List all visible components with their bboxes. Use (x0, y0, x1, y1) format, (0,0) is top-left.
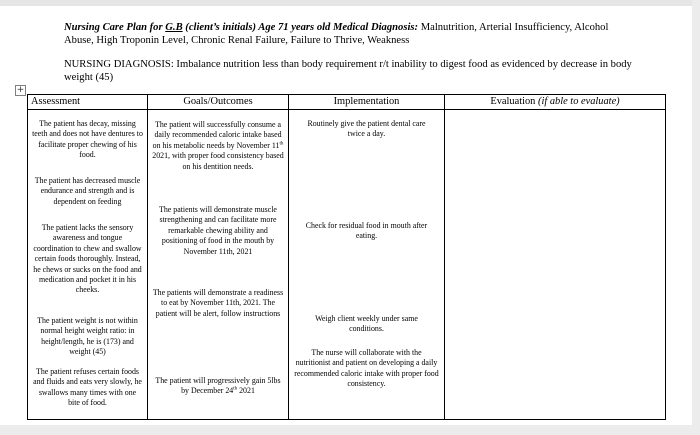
evaluation-header-note: (if able to evaluate) (537, 96, 620, 107)
goal-text-end: 2021 (237, 386, 255, 396)
assessment-cell[interactable] (28, 110, 148, 420)
goals-cell[interactable] (148, 110, 289, 420)
assessment-header: Assessment (28, 95, 148, 110)
implementation-entry: The nurse will collaborate with the nutritionist and patient on developing a daily recommended caloric intake with proper food consistency. (294, 348, 439, 389)
goal-ordinal: th (279, 141, 284, 147)
table-row (28, 110, 666, 420)
goal-entry (148, 120, 288, 172)
care-plan-table (27, 94, 666, 420)
medical-diagnosis: Malnutrition, Arterial Insufficiency, Alcohol Abuse, High Troponin Level, Chronic Renal Failure, Failure to Thrive, Weakness (64, 22, 609, 46)
care-plan-header (64, 21, 639, 47)
table-header-row (28, 95, 666, 110)
goals-header: Goals/Outcomes (148, 95, 289, 110)
viewer-top-edge (0, 0, 700, 6)
assessment-entry: The patient has decay, missing teeth and does not have dentures to facilitate proper chewing of his food. (32, 119, 143, 160)
viewer-bottom-edge (0, 425, 700, 435)
title-prefix: Nursing Care Plan for (64, 22, 166, 33)
goal-text: The patients will demonstrate muscle strengthening and can facilitate more remarkable chewing ability and positioning of food in the mouth by November 11th, 2021 (159, 205, 277, 256)
implementation-cell[interactable] (289, 110, 445, 420)
goal-text: The patients will demonstrate a readiness to eat by November 11th, 2021. The patient will be alert, follow instructions (152, 288, 284, 318)
goal-entry (148, 376, 288, 397)
assessment-entry: The patient weight is not within normal height weight ratio: in height/length, he is (173) and weight (45) (37, 316, 138, 357)
evaluation-header (445, 95, 666, 110)
goal-text: The patient will successfully consume a daily recommended caloric intake based on his metabolic needs by November 11 (152, 120, 282, 150)
nursing-diagnosis-text: Imbalance nutrition less than body requirement r/t inability to digest food as evidenced by decrease in body weight (45) (64, 59, 632, 83)
title-suffix: (client’s initials) Age 71 years old Medical Diagnosis: (182, 22, 419, 33)
goal-entry (148, 288, 288, 319)
nursing-diagnosis-label: NURSING DIAGNOSIS: (64, 59, 174, 70)
evaluation-header-label: Evaluation (490, 96, 538, 107)
goal-entry (148, 205, 288, 257)
implementation-entry: Routinely give the patient dental care twice a day. (307, 119, 426, 139)
nursing-diagnosis (64, 58, 639, 84)
implementation-header: Implementation (289, 95, 445, 110)
goal-text-end: 2021, with proper food consistency based on his dentition needs. (152, 151, 284, 171)
goal-text: The patient will progressively gain 5lbs by December 24 (155, 376, 281, 396)
client-initials: G.B (165, 22, 183, 33)
assessment-entry: The patient refuses certain foods and fluids and eats very slowly, he swallows many times with one bite of food. (33, 367, 142, 408)
assessment-entry: The patient has decreased muscle endurance and strength and is dependent on feeding (34, 176, 141, 206)
evaluation-cell[interactable] (445, 110, 666, 420)
implementation-entry: Weigh client weekly under same conditions. (315, 314, 418, 334)
implementation-entry: Check for residual food in mouth after eating. (305, 221, 428, 241)
table-move-handle-icon[interactable]: + (16, 85, 25, 95)
viewer-scroll-edge[interactable] (692, 0, 700, 435)
assessment-entry: The patient lacks the sensory awareness and tongue coordination to chew and swallow certain foods thoroughly. Instead, he chews or sucks on the food and medication and pocket it in his cheeks. (33, 223, 142, 295)
goal-ordinal: th (233, 386, 238, 392)
